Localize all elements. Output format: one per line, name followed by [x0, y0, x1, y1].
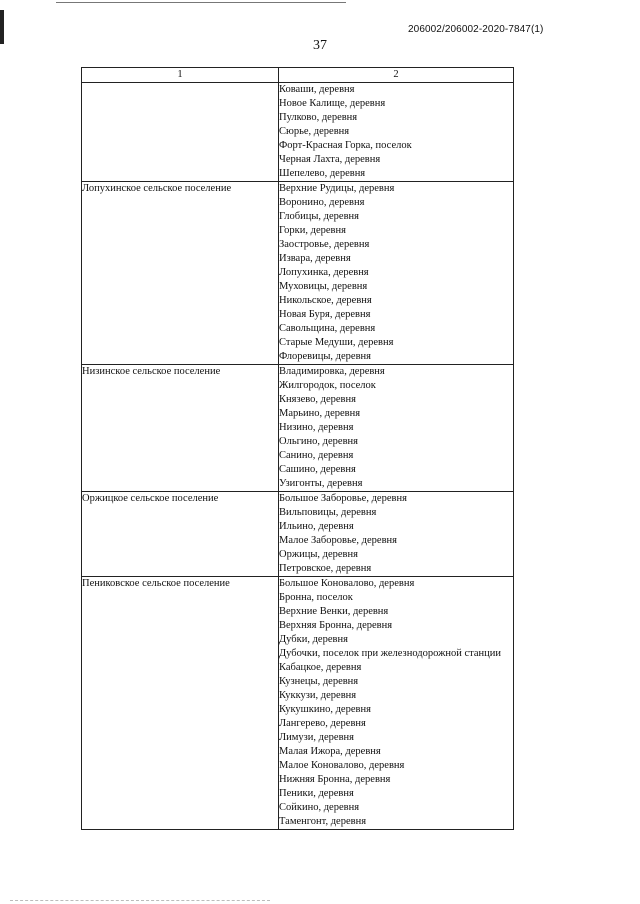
place-item: Сашино, деревня [279, 464, 356, 475]
place-item: Шепелево, деревня [279, 168, 366, 179]
place-item: Князево, деревня [279, 394, 356, 405]
place-item: Марьино, деревня [279, 408, 361, 419]
place-item: Бронна, поселок [279, 592, 353, 603]
place-item: Узигонты, деревня [279, 478, 363, 489]
bottom-rule [10, 900, 270, 901]
place-item: Таменгонт, деревня [279, 816, 367, 827]
place-item: Муховицы, деревня [279, 281, 368, 292]
place-item: Петровское, деревня [279, 563, 372, 574]
place-item: Сюрье, деревня [279, 126, 350, 137]
place-item: Новая Буря, деревня [279, 309, 371, 320]
table-body [82, 83, 514, 830]
column-header-1: 1 [82, 68, 279, 83]
table-row [82, 492, 514, 577]
places-cell [279, 492, 514, 577]
places-cell [279, 365, 514, 492]
settlement-name: Пениковское сельское поселение [82, 577, 279, 830]
settlement-name: Низинское сельское поселение [82, 365, 279, 492]
place-item: Нижняя Бронна, деревня [279, 774, 391, 785]
place-item: Глобицы, деревня [279, 211, 359, 222]
place-item: Горки, деревня [279, 225, 346, 236]
place-item: Малое Коновалово, деревня [279, 760, 405, 771]
place-item: Вильповицы, деревня [279, 507, 377, 518]
place-item: Никольское, деревня [279, 295, 372, 306]
place-item: Пеники, деревня [279, 788, 354, 799]
place-item: Черная Лахта, деревня [279, 154, 381, 165]
place-item: Большое Коновалово, деревня [279, 578, 415, 589]
place-item: Кукушкино, деревня [279, 704, 371, 715]
page-number: 37 [313, 38, 327, 53]
place-item: Верхние Рудицы, деревня [279, 183, 395, 194]
place-item: Владимировка, деревня [279, 366, 385, 377]
place-item: Сойкино, деревня [279, 802, 360, 813]
settlement-name [82, 83, 279, 182]
place-item: Лангерево, деревня [279, 718, 366, 729]
place-item: Пулково, деревня [279, 112, 358, 123]
column-header-2: 2 [279, 68, 514, 83]
place-item: Извара, деревня [279, 253, 351, 264]
table-row [82, 365, 514, 492]
table-row [82, 83, 514, 182]
places-cell [279, 83, 514, 182]
place-item: Кабацкое, деревня [279, 662, 362, 673]
place-item: Коваши, деревня [279, 84, 355, 95]
table-header-row [82, 68, 514, 83]
place-item: Куккузи, деревня [279, 690, 357, 701]
place-item: Оржицы, деревня [279, 549, 358, 560]
place-item: Низино, деревня [279, 422, 354, 433]
place-item: Новое Калище, деревня [279, 98, 386, 109]
place-item: Малое Заборовье, деревня [279, 535, 397, 546]
place-item: Дубочки, поселок при железнодорожной станции [279, 648, 501, 659]
table-row [82, 182, 514, 365]
place-item: Лопухинка, деревня [279, 267, 369, 278]
place-item: Дубки, деревня [279, 634, 348, 645]
place-item: Санино, деревня [279, 450, 354, 461]
place-item: Флоревицы, деревня [279, 351, 371, 362]
place-item: Лимузи, деревня [279, 732, 354, 743]
settlement-name: Оржицкое сельское поселение [82, 492, 279, 577]
place-item: Жилгородок, поселок [279, 380, 376, 391]
place-item: Верхняя Бронна, деревня [279, 620, 393, 631]
settlement-name: Лопухинское сельское поселение [82, 182, 279, 365]
place-item: Верхние Венки, деревня [279, 606, 389, 617]
places-cell [279, 577, 514, 830]
place-item: Заостровье, деревня [279, 239, 370, 250]
top-rule [56, 2, 346, 3]
places-cell [279, 182, 514, 365]
place-item: Большое Заборовье, деревня [279, 493, 407, 504]
place-item: Кузнецы, деревня [279, 676, 359, 687]
place-item: Старые Медуши, деревня [279, 337, 394, 348]
place-item: Воронино, деревня [279, 197, 365, 208]
place-item: Малая Ижора, деревня [279, 746, 381, 757]
table-row [82, 577, 514, 830]
place-item: Ольгино, деревня [279, 436, 358, 447]
document-id: 206002/206002-2020-7847(1) [408, 24, 544, 35]
place-item: Ильино, деревня [279, 521, 354, 532]
place-item: Савольщина, деревня [279, 323, 376, 334]
place-item: Форт-Красная Горка, поселок [279, 140, 412, 151]
settlements-table [81, 67, 514, 830]
